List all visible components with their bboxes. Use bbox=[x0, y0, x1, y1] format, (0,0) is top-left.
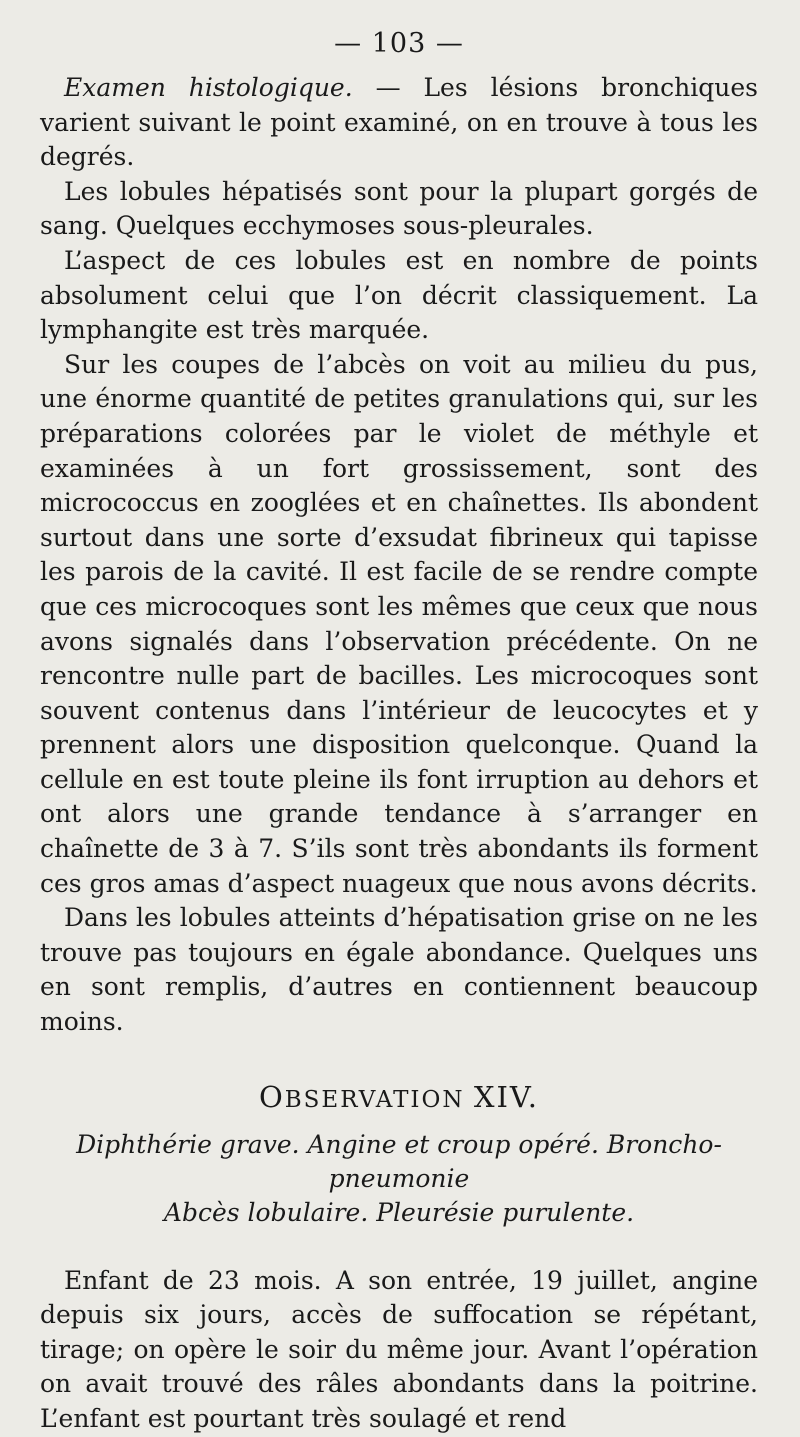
paragraph-histology-text: — Les lésions bronchiques varient suivant le point examiné, on en trouve à tous les degrés. bbox=[40, 73, 759, 172]
paragraph-histology bbox=[40, 71, 758, 175]
section-lead: Examen histologique. bbox=[64, 73, 353, 102]
observation-subtitle-line-2: Abcès lobulaire. Pleurésie purulente. bbox=[163, 1197, 635, 1227]
observation-subtitle-line-1: Diphthérie grave. Angine et croup opéré. Broncho-pneumonie bbox=[76, 1129, 722, 1193]
paragraph-lobules: Les lobules hépatisés sont pour la plupart gorgés de sang. Quelques ecchymoses sous-pleurales. bbox=[40, 176, 758, 241]
observation-number: XIV. bbox=[473, 1079, 540, 1114]
paragraph-grey-hepatisation: Dans les lobules atteints d’hépatisation grise on ne les trouve pas toujours en égale abondance. Quelques uns en sont remplis, d’autres en contiennent beaucoup moins. bbox=[40, 903, 758, 1037]
paragraph-aspect: L’aspect de ces lobules est en nombre de points absolument celui que l’on décrit classiquement. La lymphangite est très marquée. bbox=[40, 245, 758, 345]
observation-label bbox=[258, 1079, 465, 1114]
observation-label-initial: O bbox=[258, 1079, 285, 1114]
paragraph-abscess: Sur les coupes de l’abcès on voit au milieu du pus, une énorme quantité de petites granulations qui, sur les préparations colorées par le violet de méthyle et examinées à un fort grossissement, sont des micrococcus en zooglées et en chaînettes. Ils abondent surtout dans une sorte d’exsudat fibrineux qui tapisse les parois de la cavité. Il est facile de se rendre compte que ces microcoques sont les mêmes que ceux que nous avons signalés dans l’observation précédente. On ne rencontre nulle part de bacilles. Les microcoques sont souvent contenus dans l’intérieur de leucocytes et y prennent alors une disposition quelconque. Quand la cellule en est toute pleine ils font irruption au dehors et ont alors une grande tendance à s’arranger en chaînette de 3 à 7. S’ils sont très abondants ils forment ces gros amas d’aspect nuageux que nous avons décrits. bbox=[40, 349, 758, 898]
observation-label-rest: BSERVATION bbox=[284, 1086, 465, 1113]
page-number: — 103 — bbox=[334, 28, 464, 59]
paragraph-case-intro: Enfant de 23 mois. A son entrée, 19 juillet, angine depuis six jours, accès de suffocation se répétant, tirage; on opère le soir du même jour. Avant l’opération on avait trouvé des râles abondants dans la poitrine. L’enfant est pourtant très soulagé et rend bbox=[40, 1265, 758, 1433]
observation-heading bbox=[40, 1080, 758, 1114]
